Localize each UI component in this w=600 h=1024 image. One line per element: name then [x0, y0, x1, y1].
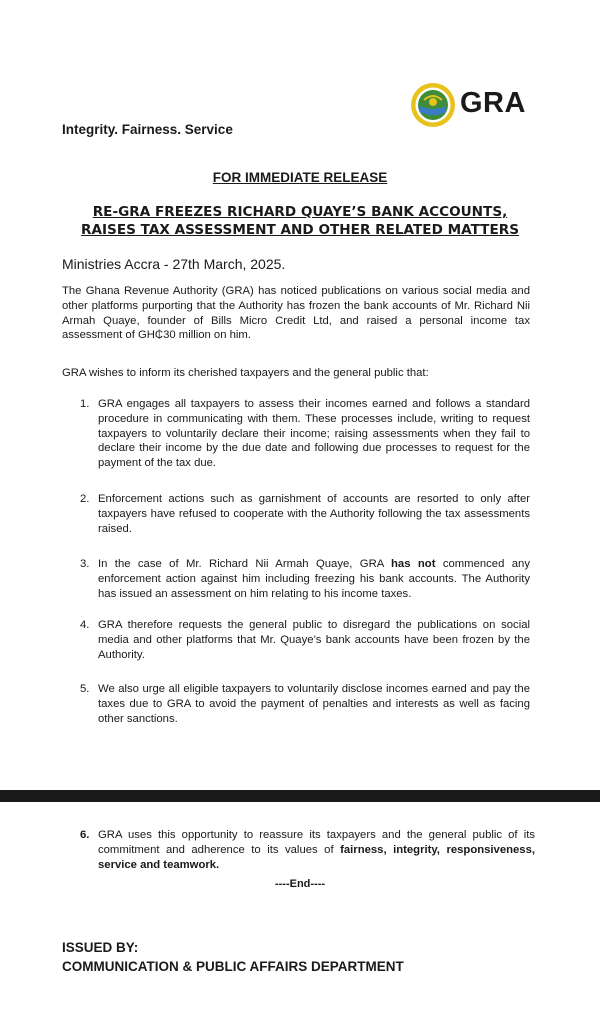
point-text: GRA engages all taxpayers to assess their incomes earned and follows a standard procedure in communicating with them. These processes include, writing to request taxpayers to voluntarily declare their income; raising assessments when they fail to declare their income by the due date and following due processes to request for the payment of the tax due. [98, 398, 530, 470]
gra-seal-icon [410, 82, 456, 128]
point-number: 2. [80, 493, 90, 505]
list-item [80, 618, 530, 662]
point-list [80, 828, 535, 872]
intro-paragraph: The Ghana Revenue Authority (GRA) has noticed publications on various social media and other platforms purporting that the Authority has frozen the bank accounts of Mr. Richard Nii Armah Quaye, founder of Bills Micro Credit Ltd, and raised a personal income tax assessment of GH₵30 million on him. [62, 285, 530, 342]
point-list [80, 682, 530, 726]
point-list [80, 557, 530, 601]
inform-paragraph: GRA wishes to inform its cherished taxpayers and the general public that: [62, 367, 429, 379]
headline-line-2: RAISES TAX ASSESSMENT AND OTHER RELATED MATTERS [81, 222, 519, 238]
point-text-bold: fairness, integrity, responsiveness, service and teamwork. [98, 843, 535, 871]
point-text: We also urge all eligible taxpayers to voluntarily disclose incomes earned and pay the taxes due to GRA to avoid the payment of penalties and interests as well as facing other sanctions. [98, 683, 530, 725]
point-text-bold: has not [391, 558, 436, 570]
tagline: Integrity. Fairness. Service [62, 122, 233, 137]
point-list [80, 618, 530, 662]
list-item [80, 828, 535, 872]
list-item [80, 682, 530, 726]
issuer-block [62, 938, 404, 976]
point-number: 4. [80, 619, 90, 631]
list-item [80, 397, 530, 471]
list-item [80, 557, 530, 601]
point-text-pre: GRA uses this opportunity to reassure its taxpayers and the general public of its commitment and adherence to its values of [98, 829, 535, 856]
point-number: 3. [80, 558, 90, 570]
release-label: FOR IMMEDIATE RELEASE [212, 170, 388, 185]
point-text: Enforcement actions such as garnishment of accounts are resorted to only after taxpayers have refused to cooperate with the Authority following the tax assessments raised. [98, 493, 530, 535]
end-marker: ----End---- [274, 878, 326, 890]
point-list [80, 492, 530, 536]
logo-text: GRA [460, 87, 526, 119]
point-text: GRA therefore requests the general public to disregard the publications on social media and other platforms that Mr. Quaye’s bank accounts have been frozen by the Authority. [98, 619, 530, 661]
point-text-post: commenced any enforcement action against him including freezing his bank accounts. The Authority has issued an assessment on him relating to his income taxes. [98, 558, 530, 600]
headline-line-1: RE-GRA FREEZES RICHARD QUAYE’S BANK ACCOUNTS, [92, 204, 508, 220]
department-name: COMMUNICATION & PUBLIC AFFAIRS DEPARTMENT [62, 959, 404, 974]
headline [50, 203, 550, 239]
dateline: Ministries Accra - 27th March, 2025. [62, 256, 286, 272]
issued-by-label: ISSUED BY: [62, 940, 139, 955]
gra-logo [410, 82, 530, 128]
point-text-pre: In the case of Mr. Richard Nii Armah Quaye, GRA [98, 558, 392, 570]
list-item [80, 492, 530, 536]
point-number: 1. [80, 398, 90, 410]
page-divider [0, 790, 600, 802]
point-list [80, 397, 530, 471]
point-number: 5. [80, 683, 90, 695]
point-number: 6. [80, 829, 90, 841]
